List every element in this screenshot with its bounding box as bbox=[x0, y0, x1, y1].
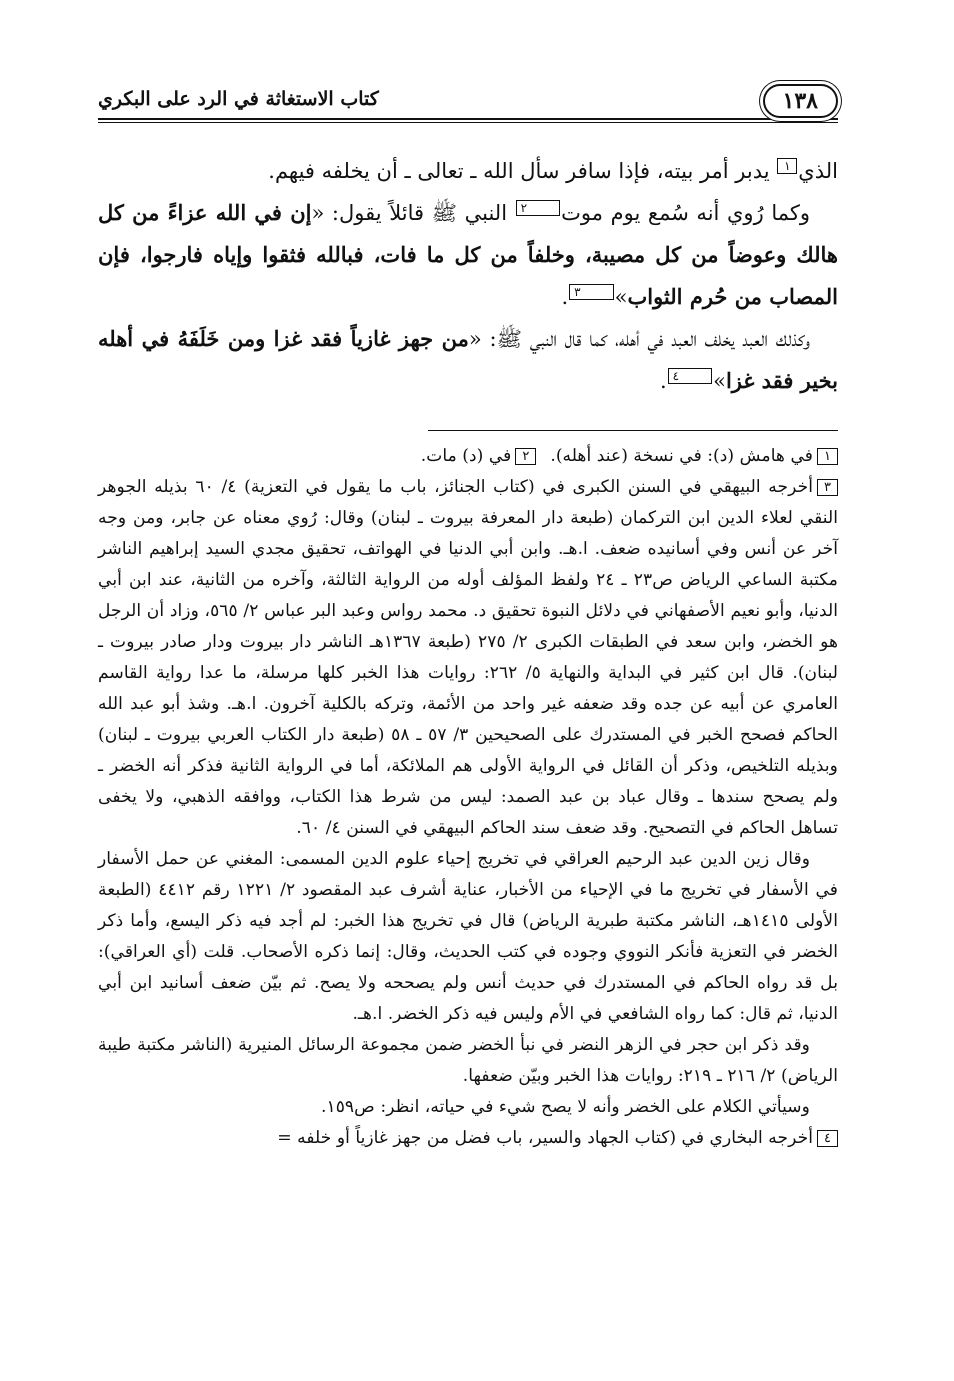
hadith-quote-2: من جهز غازياً فقد غزا ومن خَلَفَهُ في أهله بخير فقد غزا bbox=[98, 326, 838, 393]
footnote-number-2: ٢ bbox=[515, 448, 536, 465]
footnote-3-para-2: وقال زين الدين عبد الرحيم العراقي في تخريج إحياء علوم الدين المسمى: المغني عن حمل الأسفار في الأسفار في تخريج ما في الإحياء من الأخبار، عناية أشرف عبد المقصود ٢/ ١٢٢١ رقم ٤٤١٢ (الطبعة الأولى ١٤١٥هـ، الناشر مكتبة طبرية الرياض) قال في تخريج هذا الخبر: لم أجد فيه ذكر اليسع، وأما ذكر الخضر في التعزية فأنكر النووي وجوده في كتب الحديث، وقال: إنما ذكره الأصحاب. قلت (أي العراقي): بل قد رواه الحاكم في المستدرك في حديث أنس ولم يصححه ولا يصح. ثم بيّن ضعف أسانيد ابن أبي الدنيا، ثم قال: كما رواه الشافعي في الأم وليس فيه ذكر الخضر. ا.هـ. bbox=[98, 849, 839, 1024]
paragraph-2: وكما رُوي أنه سُمع يوم موت٢ النبي ﷺ قائلاً يقول: «إن في الله عزاءً من كل هالك وعوضاً من كل مصيبة، وخلفاً من كل ما فات، فبالله فثقوا وإياه فارجوا، فإن المصاب من حُرم الثواب»٣. bbox=[98, 200, 838, 309]
footnotes bbox=[98, 441, 838, 1154]
footnote-3: ٣أخرجه البيهقي في السنن الكبرى في (كتاب الجنائز، باب ما يقول في التعزية) ٤/ ٦٠ بذيله الجوهر النقي لعلاء الدين ابن التركمان (طبعة دار المعرفة بيروت ـ لبنان) وقال: رُوي معناه عن جابر، ومن وجه آخر عن أنس وفي أسانيده ضعف. ا.هـ. وابن أبي الدنيا في الهواتف، تحقيق مجدي السيد إبراهيم الناشر مكتبة الساعي الرياض ص٢٣ ـ ٢٤ ولفظ المؤلف أوله من الرواية الثالثة، وآخره من الثانية، عند ابن أبي الدنيا، وأبو نعيم الأصفهاني في دلائل النبوة تحقيق د. محمد رواس وعبد البر عباس ٢/ ٥٦٥، وزاد أن الرجل هو الخضر، وابن سعد في الطبقات الكبرى ٢/ ٢٧٥ (طبعة ١٣٦٧هـ الناشر دار بيروت ودار صادر بيروت ـ لبنان). قال ابن كثير في البداية والنهاية ٥/ ٢٦٢: روايات هذا الخبر كلها مرسلة، ما عدا رواية القاسم العامري عن أبيه عن جده وقد ضعفه غير واحد من الأئمة، وتركه بالكلية آخرون. ا.هـ. وشذ أبو عبد الله الحاكم فصحح الخبر في المستدرك على الصحيحين ٣/ ٥٧ ـ ٥٨ (طبعة دار الكتاب العربي بيروت ـ لبنان) وبذيله التلخيص، وذكر أن القائل في الرواية الأولى هم الملائكة، أما في الرواية الثانية فذكر أنه الخضر ـ ولم يصحح سندها ـ وقال عباد بن عبد الصمد: ليس من شرط هذا الكتاب، ووافقه الذهبي، ولا يخفى تساهل الحاكم في التصحيح. وقد ضعف سند الحاكم البيهقي في السنن ٤/ ٦٠. bbox=[98, 477, 839, 838]
footnote-3-para-4: وسيأتي الكلام على الخضر وأنه لا يصح شيء في حياته، انظر: ص١٥٩. bbox=[321, 1097, 810, 1117]
main-text bbox=[98, 150, 838, 402]
page-number: ١٣٨ bbox=[763, 84, 838, 118]
paragraph-1: الذي١ يدبر أمر بيته، فإذا سافر سأل الله ـ تعالى ـ أن يخلفه فيهم. bbox=[268, 159, 838, 183]
document-page bbox=[98, 78, 838, 1308]
footnote-ref-2[interactable]: ٢ bbox=[516, 200, 560, 216]
book-title: كتاب الاستغاثة في الرد على البكري bbox=[98, 88, 379, 110]
footnote-3-para-3: وقد ذكر ابن حجر في الزهر النضر في نبأ الخضر ضمن مجموعة الرسائل المنيرية (الناشر مكتبة طيبة الرياض) ٢/ ٢١٦ ـ ٢١٩: روايات هذا الخبر وبيّن ضعفها. bbox=[98, 1035, 838, 1086]
paragraph-3: وكذلك العبد يخلف العبد في أهله، كما قال النبي ﷺ: «من جهز غازياً فقد غزا ومن خَلَفَهُ في أهله بخير فقد غزا»٤. bbox=[98, 326, 838, 393]
footnote-ref-4[interactable]: ٤ bbox=[668, 368, 712, 384]
footnote-ref-3[interactable]: ٣ bbox=[569, 284, 613, 300]
header-rule bbox=[98, 118, 838, 123]
footnote-4: ٤أخرجه البخاري في (كتاب الجهاد والسير، باب فضل من جهز غازياً أو خلفه = bbox=[98, 1123, 838, 1154]
footnote-1: ١في هامش (د): في نسخة (عند أهله). bbox=[550, 441, 838, 472]
footnote-ref-1[interactable]: ١ bbox=[777, 158, 797, 174]
footnote-number-3: ٣ bbox=[817, 479, 838, 496]
footnote-1-2 bbox=[98, 441, 838, 472]
footnote-2: ٢في (د) مات. bbox=[421, 441, 537, 472]
page-number-frame bbox=[763, 84, 838, 118]
footnote-divider bbox=[428, 430, 838, 431]
hadith-quote-1: إن في الله عزاءً من كل هالك وعوضاً من كل مصيبة، وخلفاً من كل ما فات، فبالله فثقوا وإياه فارجوا، فإن المصاب من حُرم الثواب bbox=[98, 200, 838, 309]
footnote-number-4: ٤ bbox=[817, 1130, 838, 1147]
footnote-number-1: ١ bbox=[817, 448, 838, 465]
page-header bbox=[98, 78, 838, 128]
